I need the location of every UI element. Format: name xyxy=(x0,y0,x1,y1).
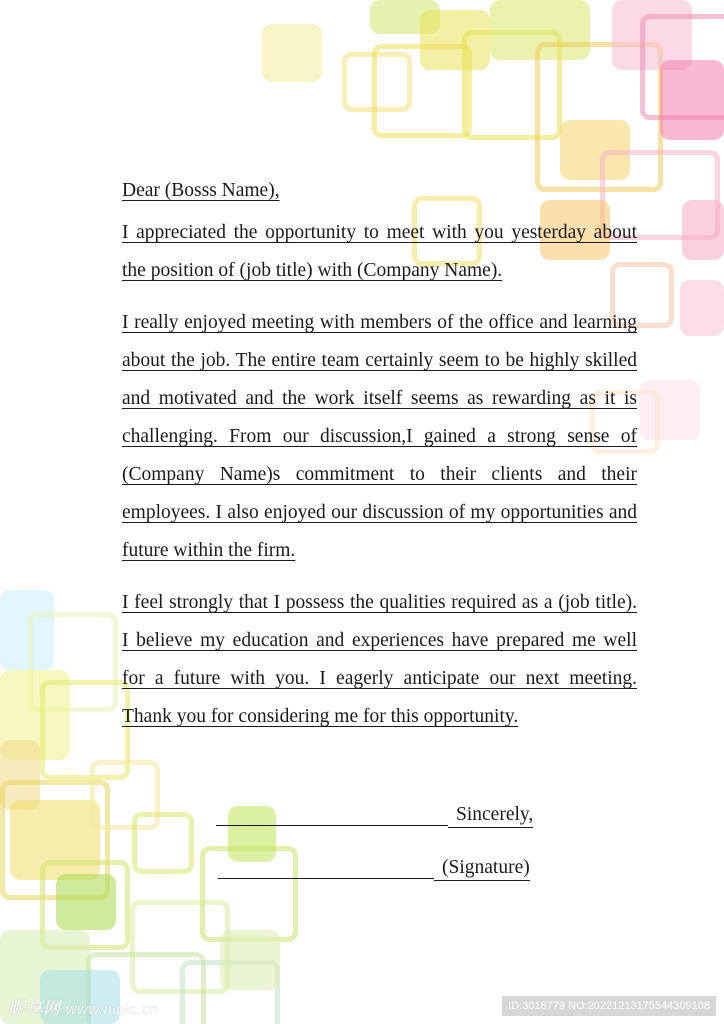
paragraph-3: I feel strongly that I possess the qualities required as a (job title). I believe my education and experiences have prepared me well for a future with you. I eagerly anticipate our next meeting. Thank you for considering me for this opportunity. xyxy=(122,592,637,727)
deco-square xyxy=(132,812,194,874)
watermark-id: ID:3018779 NO:20221213175544309108 xyxy=(502,996,716,1016)
signature-rule xyxy=(218,877,434,879)
watermark-brand-text: 昵享网 xyxy=(8,999,61,1018)
watermark-site: www.nipic.cn xyxy=(65,1001,159,1018)
deco-square xyxy=(680,280,724,336)
closing-rule xyxy=(216,824,448,826)
signature-placeholder: (Signature) xyxy=(434,856,530,881)
paragraph-1: I appreciated the opportunity to meet with you yesterday about the position of (job title) with (Company Name). xyxy=(122,222,637,281)
deco-square xyxy=(660,60,724,140)
letter-body xyxy=(122,172,637,750)
deco-square xyxy=(262,24,322,82)
deco-square xyxy=(220,930,280,990)
watermark-brand xyxy=(8,994,158,1019)
paragraph-2: I really enjoyed meeting with members of the office and learning about the job. The entire team certainly seem to be highly skilled and motivated and the work itself seems as rewarding as it is challenging. From our discussion,I gained a strong sense of (Company Name)s commitment to their clients and their employees. I also enjoyed our discussion of my opportunities and future within the firm. xyxy=(122,312,637,561)
salutation: Dear (Bosss Name), xyxy=(122,180,280,201)
closing-line xyxy=(216,803,533,828)
deco-square xyxy=(56,874,116,930)
closing-text: Sincerely, xyxy=(448,803,533,828)
deco-square xyxy=(682,200,724,260)
signature-line xyxy=(218,856,530,881)
